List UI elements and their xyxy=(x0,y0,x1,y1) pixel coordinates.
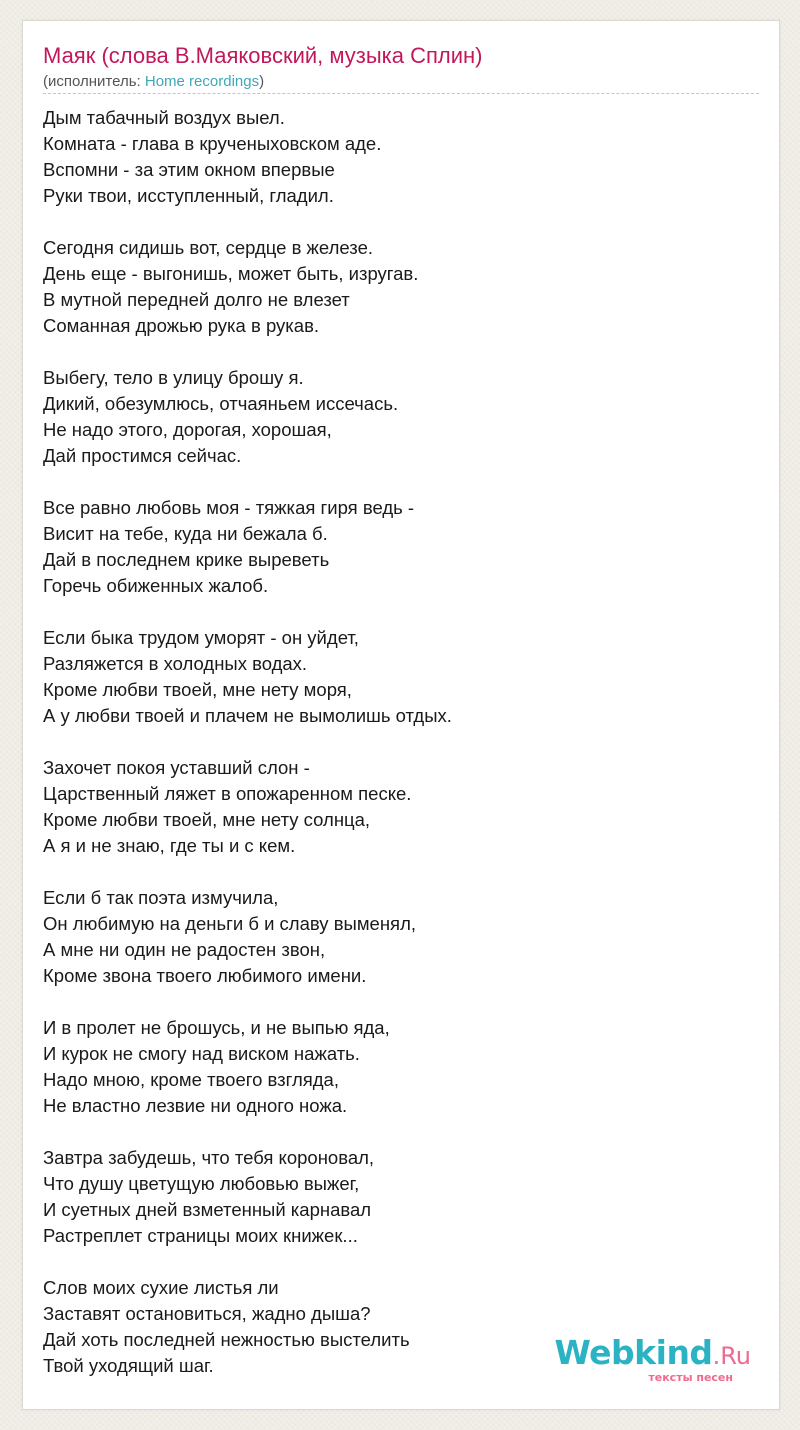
lyric-line: Растреплет страницы моих книжек... xyxy=(43,1225,358,1246)
logo-tld: .Ru xyxy=(712,1342,751,1370)
lyric-line: Кроме звона твоего любимого имени. xyxy=(43,965,367,986)
lyric-line: Что душу цветущую любовью выжег, xyxy=(43,1173,360,1194)
lyric-line: Разляжется в холодных водах. xyxy=(43,653,308,674)
lyric-line: Комната - глава в крученыховском аде. xyxy=(43,133,382,154)
lyric-line: Сегодня сидишь вот, сердце в железе. xyxy=(43,237,373,258)
performer-link[interactable]: Home recordings xyxy=(144,73,260,90)
song-title: Маяк (слова В.Маяковский, музыка Сплин) xyxy=(43,43,483,68)
lyric-line: Не надо этого, дорогая, хорошая, xyxy=(43,419,332,440)
lyric-line: Слов моих сухие листья ли xyxy=(43,1277,279,1298)
lyric-line: Дай в последнем крике выреветь xyxy=(43,549,330,570)
lyric-line: Царственный ляжет в опожаренном песке. xyxy=(43,783,412,804)
lyric-line: Он любимую на деньги б и славу выменял, xyxy=(43,913,416,934)
lyric-line: Кроме любви твоей, мне нету моря, xyxy=(43,679,352,700)
webkind-logo[interactable] xyxy=(554,1333,751,1387)
stanza xyxy=(43,885,759,989)
lyrics-card xyxy=(22,20,780,1410)
lyric-line: А мне ни один не радостен звон, xyxy=(43,939,326,960)
lyric-line: Дикий, обезумлюсь, отчаяньем иссечась. xyxy=(43,393,399,414)
lyric-line: Завтра забудешь, что тебя короновал, xyxy=(43,1147,375,1168)
logo-tagline: тексты песен xyxy=(648,1371,733,1384)
lyric-line: В мутной передней долго не влезет xyxy=(43,289,350,310)
lyric-line: Дай хоть последней нежностью выстелить xyxy=(43,1329,410,1350)
stanza xyxy=(43,625,759,729)
lyric-line: Твой уходящий шаг. xyxy=(43,1355,214,1376)
lyric-line: Висит на тебе, куда ни бежала б. xyxy=(43,523,328,544)
stanza xyxy=(43,495,759,599)
performer-suffix: ) xyxy=(259,73,265,90)
lyric-line: Если быка трудом уморят - он уйдет, xyxy=(43,627,359,648)
lyric-line: Не властно лезвие ни одного ножа. xyxy=(43,1095,348,1116)
lyric-line: Заставят остановиться, жадно дыша? xyxy=(43,1303,371,1324)
lyric-line: Дай простимся сейчас. xyxy=(43,445,242,466)
performer-prefix: (исполнитель: xyxy=(43,73,145,90)
lyric-line: Кроме любви твоей, мне нету солнца, xyxy=(43,809,371,830)
logo-word: Webkind xyxy=(554,1333,713,1372)
lyric-line: Если б так поэта измучила, xyxy=(43,887,279,908)
lyric-line: И в пролет не брошусь, и не выпью яда, xyxy=(43,1017,390,1038)
stanza xyxy=(43,105,759,209)
lyric-line: Надо мною, кроме твоего взгляда, xyxy=(43,1069,339,1090)
lyrics-text xyxy=(43,105,759,1405)
lyric-line: А я и не знаю, где ты и с кем. xyxy=(43,835,296,856)
lyric-line: И курок не смогу над виском нажать. xyxy=(43,1043,360,1064)
lyric-line: И суетных дней взметенный карнавал xyxy=(43,1199,372,1220)
lyric-line: А у любви твоей и плачем не вымолишь отдых. xyxy=(43,705,452,726)
lyric-line: Дым табачный воздух выел. xyxy=(43,107,285,128)
stanza xyxy=(43,1015,759,1119)
lyric-line: Захочет покоя уставший слон - xyxy=(43,757,310,778)
lyric-line: День еще - выгонишь, может быть, изругав. xyxy=(43,263,419,284)
stanza xyxy=(43,1145,759,1249)
lyric-line: Руки твои, исступленный, гладил. xyxy=(43,185,334,206)
stanza xyxy=(43,755,759,859)
stanza xyxy=(43,365,759,469)
lyric-line: Все равно любовь моя - тяжкая гиря ведь - xyxy=(43,497,415,518)
lyric-line: Вспомни - за этим окном впервые xyxy=(43,159,335,180)
lyric-line: Горечь обиженных жалоб. xyxy=(43,575,269,596)
performer-line xyxy=(43,73,264,90)
lyric-line: Выбегу, тело в улицу брошу я. xyxy=(43,367,304,388)
lyric-line: Соманная дрожью рука в рукав. xyxy=(43,315,320,336)
stanza xyxy=(43,235,759,339)
title-divider xyxy=(43,93,759,94)
